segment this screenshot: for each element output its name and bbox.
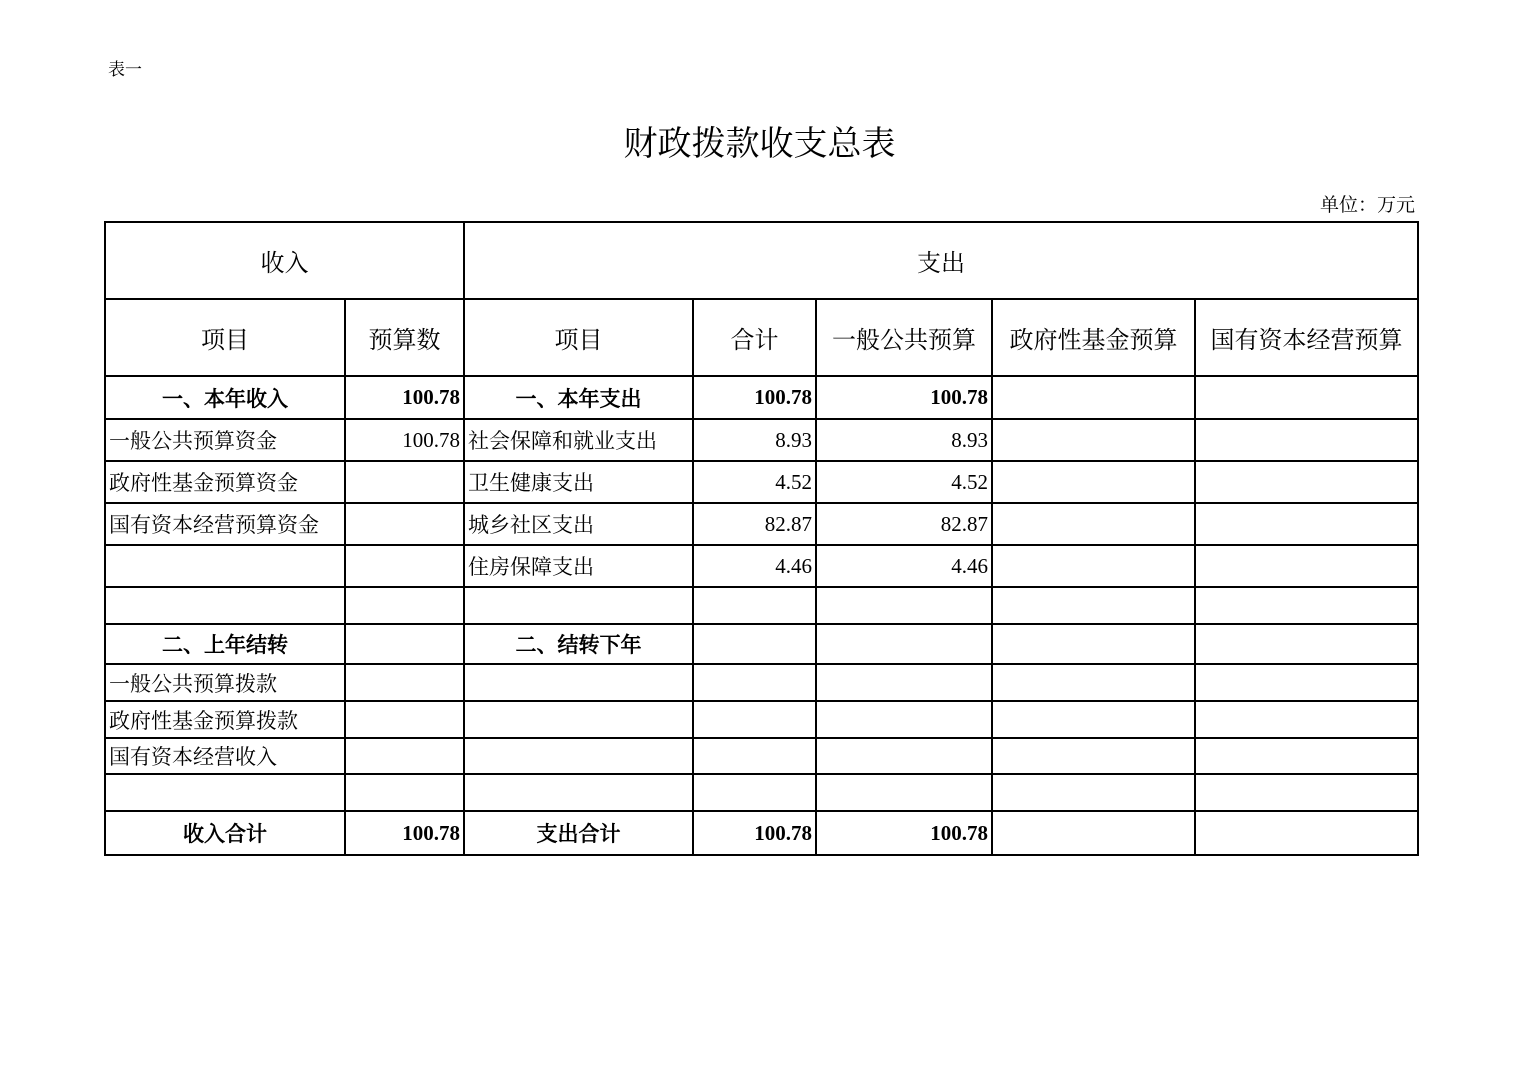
- gov-fund-cell: [992, 774, 1195, 811]
- total-cell: [693, 774, 816, 811]
- budget-amount-cell: [345, 461, 464, 503]
- table-row: [105, 461, 1418, 503]
- state-capital-cell: [1195, 738, 1418, 774]
- general-budget-cell: [816, 624, 992, 664]
- expense-total-label: 支出合计: [464, 811, 693, 855]
- income-item-cell: 国有资本经营收入: [105, 738, 345, 774]
- income-item-cell: [105, 587, 345, 624]
- fiscal-appropriation-table: [104, 221, 1419, 856]
- income-item-cell: 政府性基金预算拨款: [105, 701, 345, 738]
- total-cell: 4.52: [693, 461, 816, 503]
- budget-amount-cell: [345, 624, 464, 664]
- col-header-state-capital-budget: 国有资本经营预算: [1195, 299, 1418, 376]
- state-capital-cell: [1195, 376, 1418, 419]
- total-cell: 4.46: [693, 545, 816, 587]
- state-capital-cell: [1195, 774, 1418, 811]
- gov-fund-cell: [992, 664, 1195, 701]
- general-budget-total-value: 100.78: [816, 811, 992, 855]
- income-item-cell: [105, 774, 345, 811]
- expense-item-cell: 住房保障支出: [464, 545, 693, 587]
- gov-fund-cell: [992, 376, 1195, 419]
- budget-amount-cell: [345, 701, 464, 738]
- budget-amount-cell: [345, 545, 464, 587]
- income-item-cell: 一般公共预算拨款: [105, 664, 345, 701]
- total-cell: 8.93: [693, 419, 816, 461]
- state-capital-cell: [1195, 587, 1418, 624]
- expense-item-cell: 一、本年支出: [464, 376, 693, 419]
- expense-item-cell: [464, 664, 693, 701]
- table-row: [105, 376, 1418, 419]
- budget-amount-cell: [345, 503, 464, 545]
- page-title: 财政拨款收支总表: [623, 124, 896, 164]
- general-budget-cell: [816, 738, 992, 774]
- table-number-label: 表一: [108, 60, 142, 80]
- expense-item-cell: [464, 701, 693, 738]
- state-capital-total-value: [1195, 811, 1418, 855]
- budget-amount-cell: [345, 774, 464, 811]
- column-header-row: [105, 299, 1418, 376]
- income-item-cell: 一、本年收入: [105, 376, 345, 419]
- gov-fund-cell: [992, 419, 1195, 461]
- expense-item-cell: 社会保障和就业支出: [464, 419, 693, 461]
- income-item-cell: [105, 545, 345, 587]
- general-budget-cell: 8.93: [816, 419, 992, 461]
- income-total-label: 收入合计: [105, 811, 345, 855]
- group-header-row: [105, 222, 1418, 299]
- general-budget-cell: 4.46: [816, 545, 992, 587]
- unit-label: 单位：万元: [1319, 194, 1415, 216]
- col-header-general-public-budget: 一般公共预算: [816, 299, 992, 376]
- gov-fund-cell: [992, 587, 1195, 624]
- col-header-expense-item: 项目: [464, 299, 693, 376]
- table-row: [105, 503, 1418, 545]
- general-budget-cell: 100.78: [816, 376, 992, 419]
- gov-fund-total-value: [992, 811, 1195, 855]
- general-budget-cell: [816, 664, 992, 701]
- income-item-cell: 政府性基金预算资金: [105, 461, 345, 503]
- gov-fund-cell: [992, 624, 1195, 664]
- table-row: [105, 419, 1418, 461]
- state-capital-cell: [1195, 503, 1418, 545]
- gov-fund-cell: [992, 503, 1195, 545]
- expense-total-value: 100.78: [693, 811, 816, 855]
- table-total-row: [105, 811, 1418, 855]
- gov-fund-cell: [992, 701, 1195, 738]
- expense-item-cell: 二、结转下年: [464, 624, 693, 664]
- table-row: [105, 738, 1418, 774]
- state-capital-cell: [1195, 419, 1418, 461]
- general-budget-cell: 4.52: [816, 461, 992, 503]
- table-row: [105, 701, 1418, 738]
- general-budget-cell: [816, 774, 992, 811]
- income-group-header: 收入: [105, 222, 464, 299]
- gov-fund-cell: [992, 545, 1195, 587]
- table-row: [105, 624, 1418, 664]
- col-header-budget-amount: 预算数: [345, 299, 464, 376]
- col-header-income-item: 项目: [105, 299, 345, 376]
- budget-amount-cell: [345, 738, 464, 774]
- income-item-cell: 国有资本经营预算资金: [105, 503, 345, 545]
- state-capital-cell: [1195, 545, 1418, 587]
- total-cell: 82.87: [693, 503, 816, 545]
- total-cell: [693, 701, 816, 738]
- budget-amount-cell: 100.78: [345, 419, 464, 461]
- expense-group-header: 支出: [464, 222, 1418, 299]
- col-header-gov-fund-budget: 政府性基金预算: [992, 299, 1195, 376]
- expense-item-cell: [464, 587, 693, 624]
- table-row: [105, 664, 1418, 701]
- table-row: [105, 774, 1418, 811]
- expense-item-cell: [464, 774, 693, 811]
- total-cell: [693, 587, 816, 624]
- budget-amount-cell: 100.78: [345, 376, 464, 419]
- income-item-cell: 一般公共预算资金: [105, 419, 345, 461]
- general-budget-cell: [816, 587, 992, 624]
- table-row: [105, 587, 1418, 624]
- expense-item-cell: [464, 738, 693, 774]
- state-capital-cell: [1195, 701, 1418, 738]
- income-total-value: 100.78: [345, 811, 464, 855]
- gov-fund-cell: [992, 738, 1195, 774]
- total-cell: 100.78: [693, 376, 816, 419]
- budget-amount-cell: [345, 664, 464, 701]
- total-cell: [693, 738, 816, 774]
- state-capital-cell: [1195, 664, 1418, 701]
- col-header-total: 合计: [693, 299, 816, 376]
- gov-fund-cell: [992, 461, 1195, 503]
- expense-item-cell: 城乡社区支出: [464, 503, 693, 545]
- income-item-cell: 二、上年结转: [105, 624, 345, 664]
- general-budget-cell: 82.87: [816, 503, 992, 545]
- state-capital-cell: [1195, 461, 1418, 503]
- budget-amount-cell: [345, 587, 464, 624]
- table-row: [105, 545, 1418, 587]
- total-cell: [693, 664, 816, 701]
- total-cell: [693, 624, 816, 664]
- state-capital-cell: [1195, 624, 1418, 664]
- expense-item-cell: 卫生健康支出: [464, 461, 693, 503]
- general-budget-cell: [816, 701, 992, 738]
